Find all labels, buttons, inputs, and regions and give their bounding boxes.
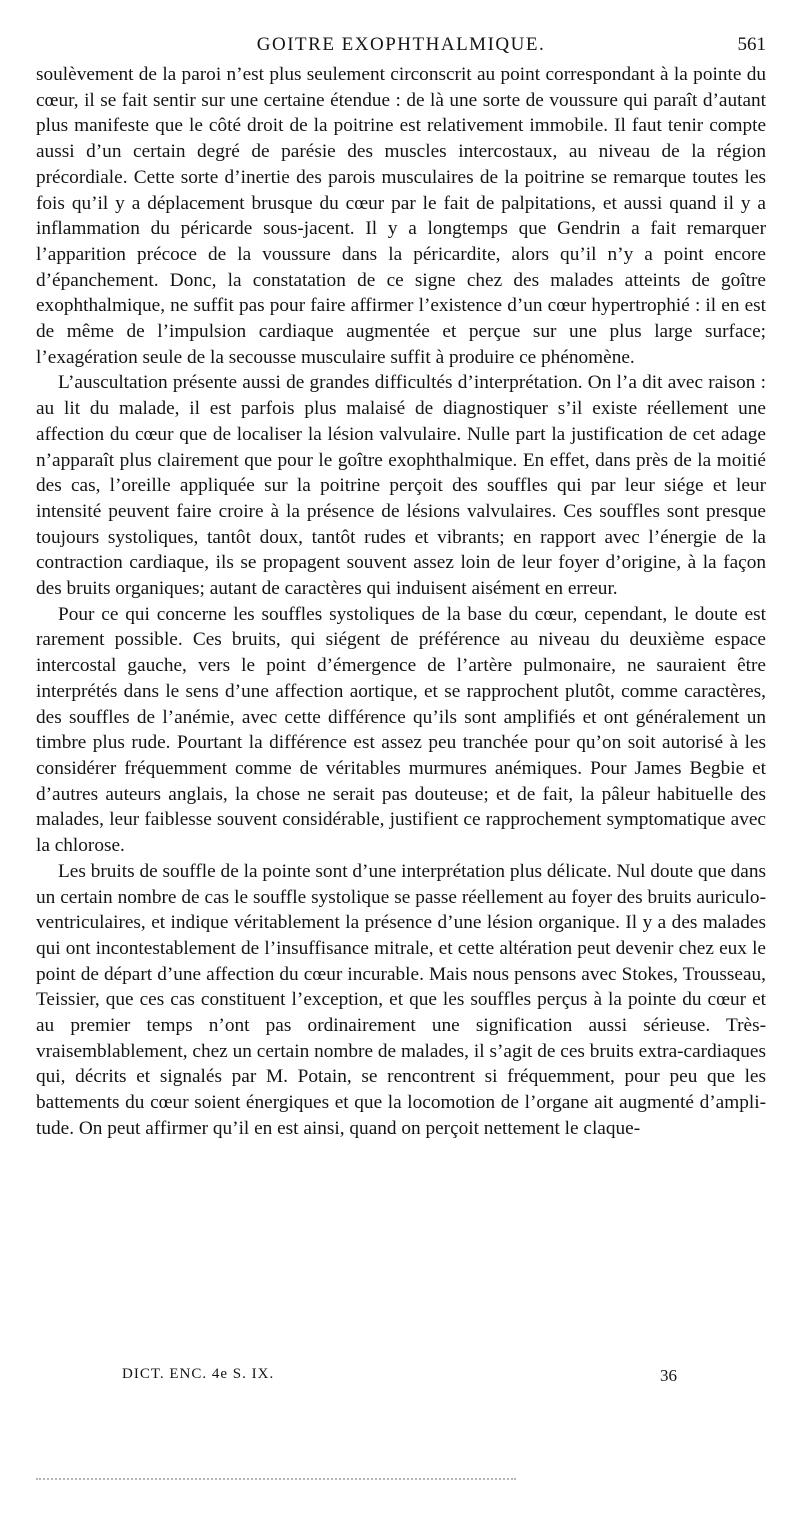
paragraph-3: Pour ce qui concerne les souffles systoliques de la base du cœur, cependant, le doute est rarement possible. Ces bruits, qui siégent de préférence au niveau du deuxième espace intercostal gauche, vers le point d’émergence de l’artère pulmonaire, ne sauraient être interprétés dans le sens d’une affection aortique, et se rapprochent plutôt, comme caractères, des souffles de l’anémie, avec cette différence qu’ils sont amplifiés et ont généralement un timbre plus rude. Pourtant la différence est assez peu tranchée pour qu’on soit autorisé à les considérer fréquemment comme de véritables murmures anémiques. Pour James Begbie et d’autres auteurs anglais, la chose ne serait pas douteuse; et de fait, la pâleur habituelle des malades, leur faiblesse souvent considérable, justifient ce rapprochement symptomatique avec la chlorose. (36, 603, 766, 857)
page-number: 561 (737, 34, 766, 55)
running-title: GOITRE EXOPHTHALMIQUE. (256, 34, 546, 55)
paragraph-1: soulèvement de la paroi n’est plus seulement circonscrit au point correspondant à la pointe du cœur, il se fait sentir sur une certaine étendue : de là une sorte de voussure qui paraît d’autant plus manifeste que le côté droit de la poitrine est relativement immobile. Il faut tenir compte aussi d’un certain degré de parésie des muscles intercostaux, au niveau de la région précordiale. Cette sorte d’inertie des parois musculaires de la poitrine se remarque toutes les fois qu’il y a déplacement brusque du cœur par le fait de palpitations, et aussi quand il y a inflammation du péricarde sous-jacent. Il y a longtemps que Gendrin a fait remarquer l’apparition précoce de la voussure dans la péricardite, alors qu’il n’y a point encore d’épanchement. Donc, la constatation de ce signe chez des malades atteints de goître exophthalmique, ne suffit pas pour faire affirmer l’existence d’un cœur hypertrophié : il en est de même de l’impulsion cardiaque augmentée et perçue sur une plus large surface; l’exagération seule de la secousse musculaire suffit à produire ce phénomène. (36, 64, 766, 368)
sheet-number: 36 (660, 1366, 677, 1385)
bleed-through-line (36, 1478, 516, 1482)
page-footer (36, 1366, 766, 1390)
body-text (36, 62, 766, 1142)
printer-signature: DICT. ENC. 4e S. IX. (122, 1366, 275, 1382)
paragraph-4: Les bruits de souffle de la pointe sont d’une interprétation plus délicate. Nul doute que dans un certain nombre de cas le souffle systolique se passe réellement au foyer des bruits auriculo-ventriculaires, et indique véritablement la présence d’une lésion organique. Il y a des malades qui ont incontestablement de l’insuffisance mitrale, et cette altération peut devenir chez eux le point de départ d’une affection du cœur incurable. Mais nous pensons avec Stokes, Trousseau, Teissier, que ces cas constituent l’exception, et que les souffles perçus à la pointe du cœur et au premier temps n’ont pas ordinairement une signification aussi sérieuse. Très-vraisemblablement, chez un certain nombre de malades, il s’agit de ces bruits extra-cardiaques qui, décrits et signalés par M. Potain, se rencontrent si fréquemment, pour peu que les battements du cœur soient énergiques et que la locomotion de l’organe ait augmenté d’amplitude. On peut affirmer qu’il en est ainsi, quand on perçoit nettement le claque- (36, 860, 766, 1139)
page-header (36, 34, 766, 60)
paragraph-2: L’auscultation présente aussi de grandes difficultés d’interprétation. On l’a dit avec raison : au lit du malade, il est parfois plus malaisé de diagnostiquer s’il existe réellement une affection du cœur que de localiser la lésion valvulaire. Nulle part la justification de cet adage n’apparaît plus clairement que pour le goître exophthalmique. En effet, dans près de la moitié des cas, l’oreille appliquée sur la poitrine perçoit des souffles qui par leur siége et leur intensité peuvent faire croire à la présence de lésions valvulaires. Ces souffles sont presque toujours systoliques, tantôt doux, tantôt rudes et vibrants; en rapport avec l’énergie de la contraction cardiaque, ils se propagent souvent assez loin de leur foyer d’origine, à la façon des bruits organiques; autant de caractères qui induisent aisément en erreur. (36, 372, 766, 600)
